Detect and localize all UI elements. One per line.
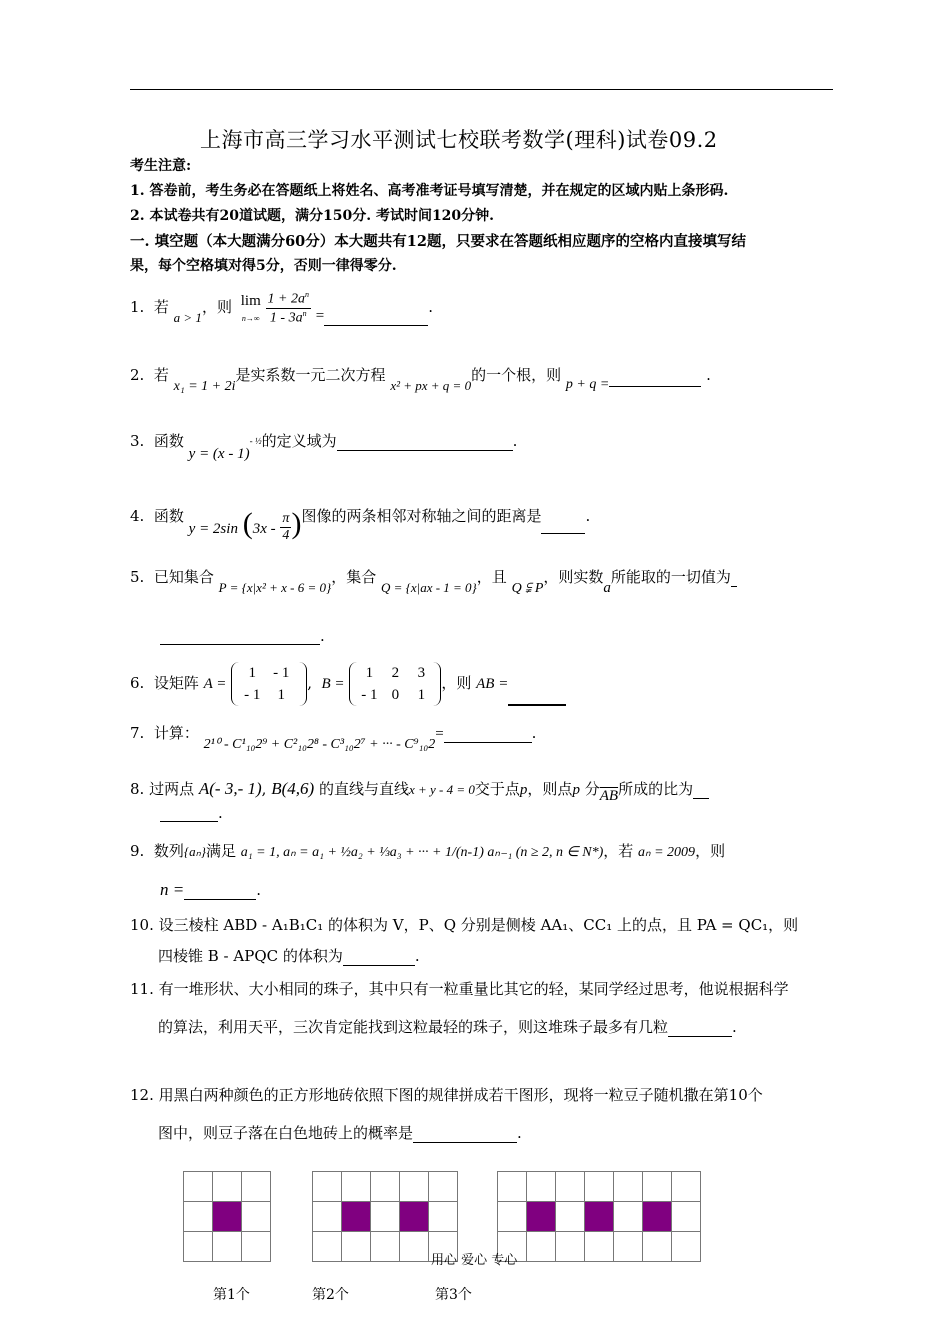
white-tile	[585, 1172, 614, 1202]
answer-blank-10[interactable]	[343, 965, 415, 966]
white-tile	[614, 1172, 643, 1202]
white-tile	[556, 1202, 585, 1232]
white-tile	[614, 1202, 643, 1232]
answer-blank-3[interactable]	[337, 450, 513, 451]
white-tile	[371, 1202, 400, 1232]
question-11-line-2: 的算法，利用天平，三次肯定能找到这粒最轻的珠子，则这堆珠子最多有几粒 .	[158, 1018, 737, 1036]
white-tile	[371, 1232, 400, 1262]
dark-tile	[213, 1202, 242, 1232]
question-12: 12. 用黑白两种颜色的正方形地砖依照下图的规律拼成若干图形，现将一粒豆子随机撒在第10个	[130, 1086, 763, 1104]
figure-caption-3: 第3个	[435, 1287, 472, 1303]
figure-caption-2: 第2个	[312, 1287, 349, 1303]
answer-blank-12[interactable]	[413, 1142, 517, 1143]
white-tile	[429, 1172, 458, 1202]
white-tile	[342, 1172, 371, 1202]
answer-blank-9[interactable]	[184, 899, 256, 900]
white-tile	[184, 1172, 213, 1202]
question-12-line-2: 图中，则豆子落在白色地砖上的概率是 .	[158, 1124, 522, 1142]
notice-line-2: 2. 本试卷共有20道试题，满分150分. 考试时间120分钟.	[130, 208, 495, 224]
dark-tile	[400, 1202, 429, 1232]
white-tile	[429, 1202, 458, 1232]
question-2: 2. 若 x₁ = 1 + 2i是实系数一元二次方程 x² + px + q = 0的一个根，则 p + q = .	[130, 366, 711, 394]
white-tile	[527, 1232, 556, 1262]
white-tile	[585, 1232, 614, 1262]
tile-figure-1	[183, 1171, 271, 1262]
white-tile	[313, 1202, 342, 1232]
white-tile	[614, 1232, 643, 1262]
answer-blank-5[interactable]	[160, 644, 320, 645]
question-6: 6. 设矩阵 A = 1 - 1 - 1 1, B = 1 2 3 - 1 0 1，则 AB =	[130, 662, 566, 706]
white-tile	[556, 1232, 585, 1262]
question-10-line-2: 四棱锥 B - APQC 的体积为 .	[158, 947, 420, 965]
page-title: 上海市高三学习水平测试七校联考数学(理科)试卷09.2	[200, 128, 718, 152]
question-8: 8. 过两点 A(- 3,- 1), B(4,6) 的直线与直线x + y - 4 = 0交于点p，则点p 分$\overline{AB}$所成的比为	[130, 778, 709, 799]
answer-blank-4[interactable]	[541, 533, 585, 534]
answer-blank-6[interactable]	[508, 704, 566, 706]
question-11: 11. 有一堆形状、大小相同的珠子，其中只有一粒重量比其它的轻，某同学经过思考，他说根据科学	[130, 980, 789, 998]
question-9: 9. 数列{aₙ}满足 a₁ = 1, aₙ = a₁ + ½a₂ + ⅓a₃ + ··· + 1/(n-1) aₙ₋₁ (n ≥ 2, n ∈ N*)，若 aₙ = 2009，则	[130, 842, 726, 860]
white-tile	[527, 1172, 556, 1202]
dark-tile	[342, 1202, 371, 1232]
question-9-answer-line: n = .	[160, 880, 262, 899]
notice-line-1: 1. 答卷前，考生务必在答题纸上将姓名、高考准考证号填写清楚，并在规定的区域内贴上条形码.	[130, 183, 729, 199]
white-tile	[643, 1232, 672, 1262]
dark-tile	[527, 1202, 556, 1232]
white-tile	[672, 1202, 701, 1232]
white-tile	[342, 1232, 371, 1262]
question-8-answer-line: .	[160, 804, 223, 822]
question-5-answer-line: .	[160, 627, 325, 645]
white-tile	[313, 1172, 342, 1202]
answer-blank-8[interactable]	[160, 821, 218, 822]
white-tile	[213, 1232, 242, 1262]
answer-blank-1[interactable]	[324, 325, 428, 326]
section-line-1: 一. 填空题（本大题满分60分）本大题共有12题，只要求在答题纸相应题序的空格内直接填写结	[130, 233, 746, 250]
white-tile	[184, 1232, 213, 1262]
white-tile	[498, 1172, 527, 1202]
white-tile	[184, 1202, 213, 1232]
white-tile	[643, 1172, 672, 1202]
question-1: 1. 若 a > 1，则 lim n→∞ $\frac{1 + 2a^n}{1 - 3a^n}$ = .	[130, 290, 434, 326]
question-10: 10. 设三棱柱 ABD - A₁B₁C₁ 的体积为 V，P、Q 分别是侧棱 AA₁、CC₁ 上的点，且 PA = QC₁，则	[130, 916, 799, 934]
question-4: 4. 函数 y = 2sin (3x - $\frac{\pi}{4}$ )图像的两条相邻对称轴之间的距离是 .	[130, 507, 591, 543]
white-tile	[672, 1172, 701, 1202]
top-rule	[130, 89, 833, 90]
question-3: 3. 函数 y = (x - 1)- ½的定义域为 .	[130, 432, 518, 462]
white-tile	[498, 1202, 527, 1232]
white-tile	[242, 1232, 271, 1262]
white-tile	[672, 1232, 701, 1262]
figure-caption-1: 第1个	[213, 1287, 250, 1303]
question-7: 7. 计算： 2¹⁰ - C¹₁₀2⁹ + C²₁₀2⁸ - C³₁₀2⁷ + ··· - C⁹₁₀2= .	[130, 724, 537, 752]
answer-blank-7[interactable]	[444, 742, 532, 743]
notice-heading: 考生注意:	[130, 158, 192, 174]
page-footer: 用心 爱心 专心	[431, 1253, 518, 1268]
white-tile	[242, 1172, 271, 1202]
white-tile	[313, 1232, 342, 1262]
dark-tile	[585, 1202, 614, 1232]
white-tile	[400, 1232, 429, 1262]
white-tile	[242, 1202, 271, 1232]
white-tile	[556, 1172, 585, 1202]
answer-blank-2[interactable]	[609, 386, 701, 387]
white-tile	[371, 1172, 400, 1202]
section-line-2: 果，每个空格填对得5分，否则一律得零分.	[130, 258, 397, 274]
answer-blank-11[interactable]	[668, 1036, 732, 1037]
tile-figure-3	[497, 1171, 701, 1262]
white-tile	[213, 1172, 242, 1202]
dark-tile	[643, 1202, 672, 1232]
question-5: 5. 已知集合 P = {x|x² + x - 6 = 0}，集合 Q = {x|ax - 1 = 0}，且 Q ⫋ P，则实数a所能取的一切值为	[130, 566, 737, 587]
white-tile	[400, 1172, 429, 1202]
